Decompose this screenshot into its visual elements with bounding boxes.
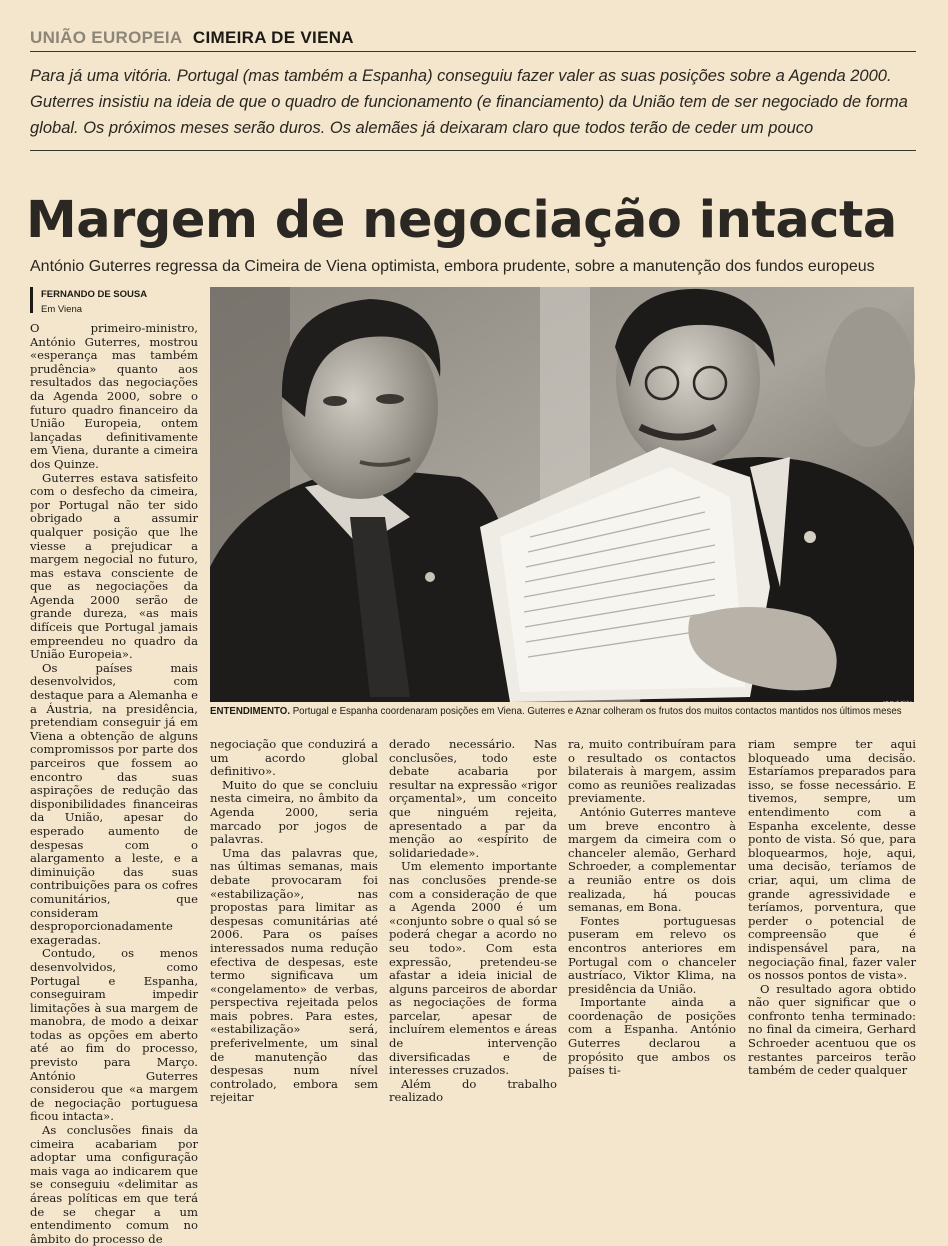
paragraph: As conclusões finais da cimeira acabariam por adoptar uma configuração mais vaga ao indicarem que se conseguiu «delimitar as áreas políticas em que terá de se chegar a um entendimento comum no âmbito do processo de	[30, 1123, 198, 1246]
article-column-4	[568, 737, 736, 1078]
top-rule	[30, 51, 916, 52]
paragraph: Muito do que se concluiu nesta cimeira, no âmbito da Agenda 2000, seria marcado por jogos de palavras.	[210, 777, 378, 847]
caption-text: Portugal e Espanha coordenaram posições em Viena. Guterres e Aznar colheram os frutos dos muitos contactos mantidos nos últimos meses	[290, 706, 902, 717]
paragraph: Um elemento importante nas conclusões prende-se com a consideração de que a Agenda 2000 é um «conjunto sobre o qual só se poderá chegar a acordo no seu todo». Com esta expressão, pretendeu-se afastar a ideia inicial de alguns parceiros de abordar as negociações de forma parcelar, apesar de incluírem elementos e áreas de intervenção diversificadas e de interesses cruzados.	[389, 859, 557, 1078]
paragraph: O resultado agora obtido não quer significar que o confronto tenha terminado: no final da cimeira, Gerhard Schroeder acentuou que os restantes parceiros terão também de ceder qualquer	[748, 981, 916, 1078]
section-label: UNIÃO EUROPEIA	[30, 28, 182, 47]
paragraph: António Guterres manteve um breve encontro à margem da cimeira com o chanceler alemão, Gerhard Schroeder, a complementar a reunião entre os dois realizada, há poucas semanas, em Bona.	[568, 804, 736, 915]
paragraph: riam sempre ter aqui bloqueado uma decisão. Estaríamos preparados para isso, se fosse necessário. E tivemos, sempre, um entendimento com a Espanha excelente, desse ponto de vista. Só que, para bloquearmos, hoje, aqui, uma decisão, teríamos de criar, aqui, um clima de grande agressividade e teríamos, porventura, que perder o potencial de compreensão que é indispensável para, na negociação final, fazer valer os nossos pontos de vista».	[748, 737, 916, 983]
headline: Margem de negociação intacta	[26, 191, 897, 250]
photo-caption	[210, 706, 920, 717]
paragraph: Uma das palavras que, nas últimas semanas, mais debate provocaram foi «estabilização», nas propostas para limitar as despesas comunitárias até 2006. Para os países interessados numa redução efectiva de despesas, este termo significava um «congelamento» de verbas, perspectiva rejeitada pelos mais pobres. Para estes, «estabilização» será, preferivelmente, um sinal de manutenção das despesas num nível controlado, embora sem rejeitar	[210, 845, 378, 1105]
article-column-1	[30, 321, 198, 1246]
paragraph: Guterres estava satisfeito com o desfecho da cimeira, por Portugal não ter sido obrigado a assumir qualquer posição que lhe viesse a prejudicar a margem negocial no futuro, mas estava consciente de que as negociações da Agenda 2000 serão de grande dureza, «as mais difíceis que Portugal jamais empreendeu no quadro da União Europeia».	[30, 470, 198, 662]
article-column-3	[389, 737, 557, 1105]
subsection-label: CIMEIRA DE VIENA	[192, 28, 354, 47]
paragraph: Importante ainda a coordenação de posições com a Espanha. António Guterres declarou a propósito que ambos os países ti-	[568, 995, 736, 1078]
article-column-2	[210, 737, 378, 1105]
news-photo	[210, 287, 914, 702]
photo-credit: AP-Rudi Blaha	[882, 700, 912, 705]
lead-rule	[30, 150, 916, 151]
paragraph: O primeiro-ministro, António Guterres, mostrou «esperança mas também prudência» quanto aos resultados das negociações da Agenda 2000, sobre o futuro quadro financeiro da União Europeia, ontem lançadas definitivamente em Viena, durante a cimeira dos Quinze.	[30, 321, 198, 471]
byline-author: FERNANDO DE SOUSA	[41, 289, 148, 300]
caption-label: ENTENDIMENTO.	[210, 706, 291, 717]
standfirst: António Guterres regressa da Cimeira de Viena optimista, embora prudente, sobre a manutenção dos fundos europeus	[30, 258, 875, 275]
section-kicker	[30, 28, 354, 48]
lead-paragraph: Para já uma vitória. Portugal (mas também a Espanha) conseguiu fazer valer as suas posições sobre a Agenda 2000. Guterres insistiu na ideia de que o quadro de funcionamento (e financiamento) da União tem de ser negociado de forma global. Os próximos meses serão duros. Os alemães já deixaram claro que todos terão de ceder um pouco	[30, 67, 908, 137]
paragraph: ra, muito contribuíram para o resultado os contactos bilaterais à margem, assim como as reuniões realizadas previamente.	[568, 737, 736, 806]
byline-place: Em Viena	[41, 304, 83, 315]
paragraph: Os países mais desenvolvidos, com destaque para a Alemanha e a Áustria, na presidência, pretendiam conseguir já em Viena a obtenção de alguns compromissos por parte dos parceiros que fossem ao encontro das suas aspirações de redução das disponibilidades financeiras da União, apesar do esperado aumento de despesas com o alargamento a leste, e a diminuição das suas contribuições para os cofres comunitários, que consideram desproporcionadamente exageradas.	[30, 660, 198, 947]
paragraph: derado necessário. Nas conclusões, todo este debate acabaria por resultar na expressão «rigor orçamental», um conceito que ninguém rejeita, apresentado a par da menção ao «espírito de solidariedade».	[389, 737, 557, 860]
photo-image	[210, 287, 914, 702]
paragraph: Além do trabalho realizado	[389, 1076, 557, 1105]
article-column-5	[748, 737, 916, 1078]
paragraph: Contudo, os menos desenvolvidos, como Portugal e Espanha, conseguiram impedir limitações à sua margem de manobra, de modo a deixar todas as opções em aberto até ao fim do processo, previsto para Março. António Guterres considerou que «a margem de negociação portuguesa ficou intacta».	[30, 946, 198, 1124]
paragraph: Fontes portuguesas puseram em relevo os encontros anteriores em Portugal com o chanceler austríaco, Viktor Klima, na presidência da União.	[568, 913, 736, 996]
byline-bar	[30, 287, 33, 313]
paragraph: negociação que conduzirá a um acordo global definitivo».	[210, 737, 378, 779]
